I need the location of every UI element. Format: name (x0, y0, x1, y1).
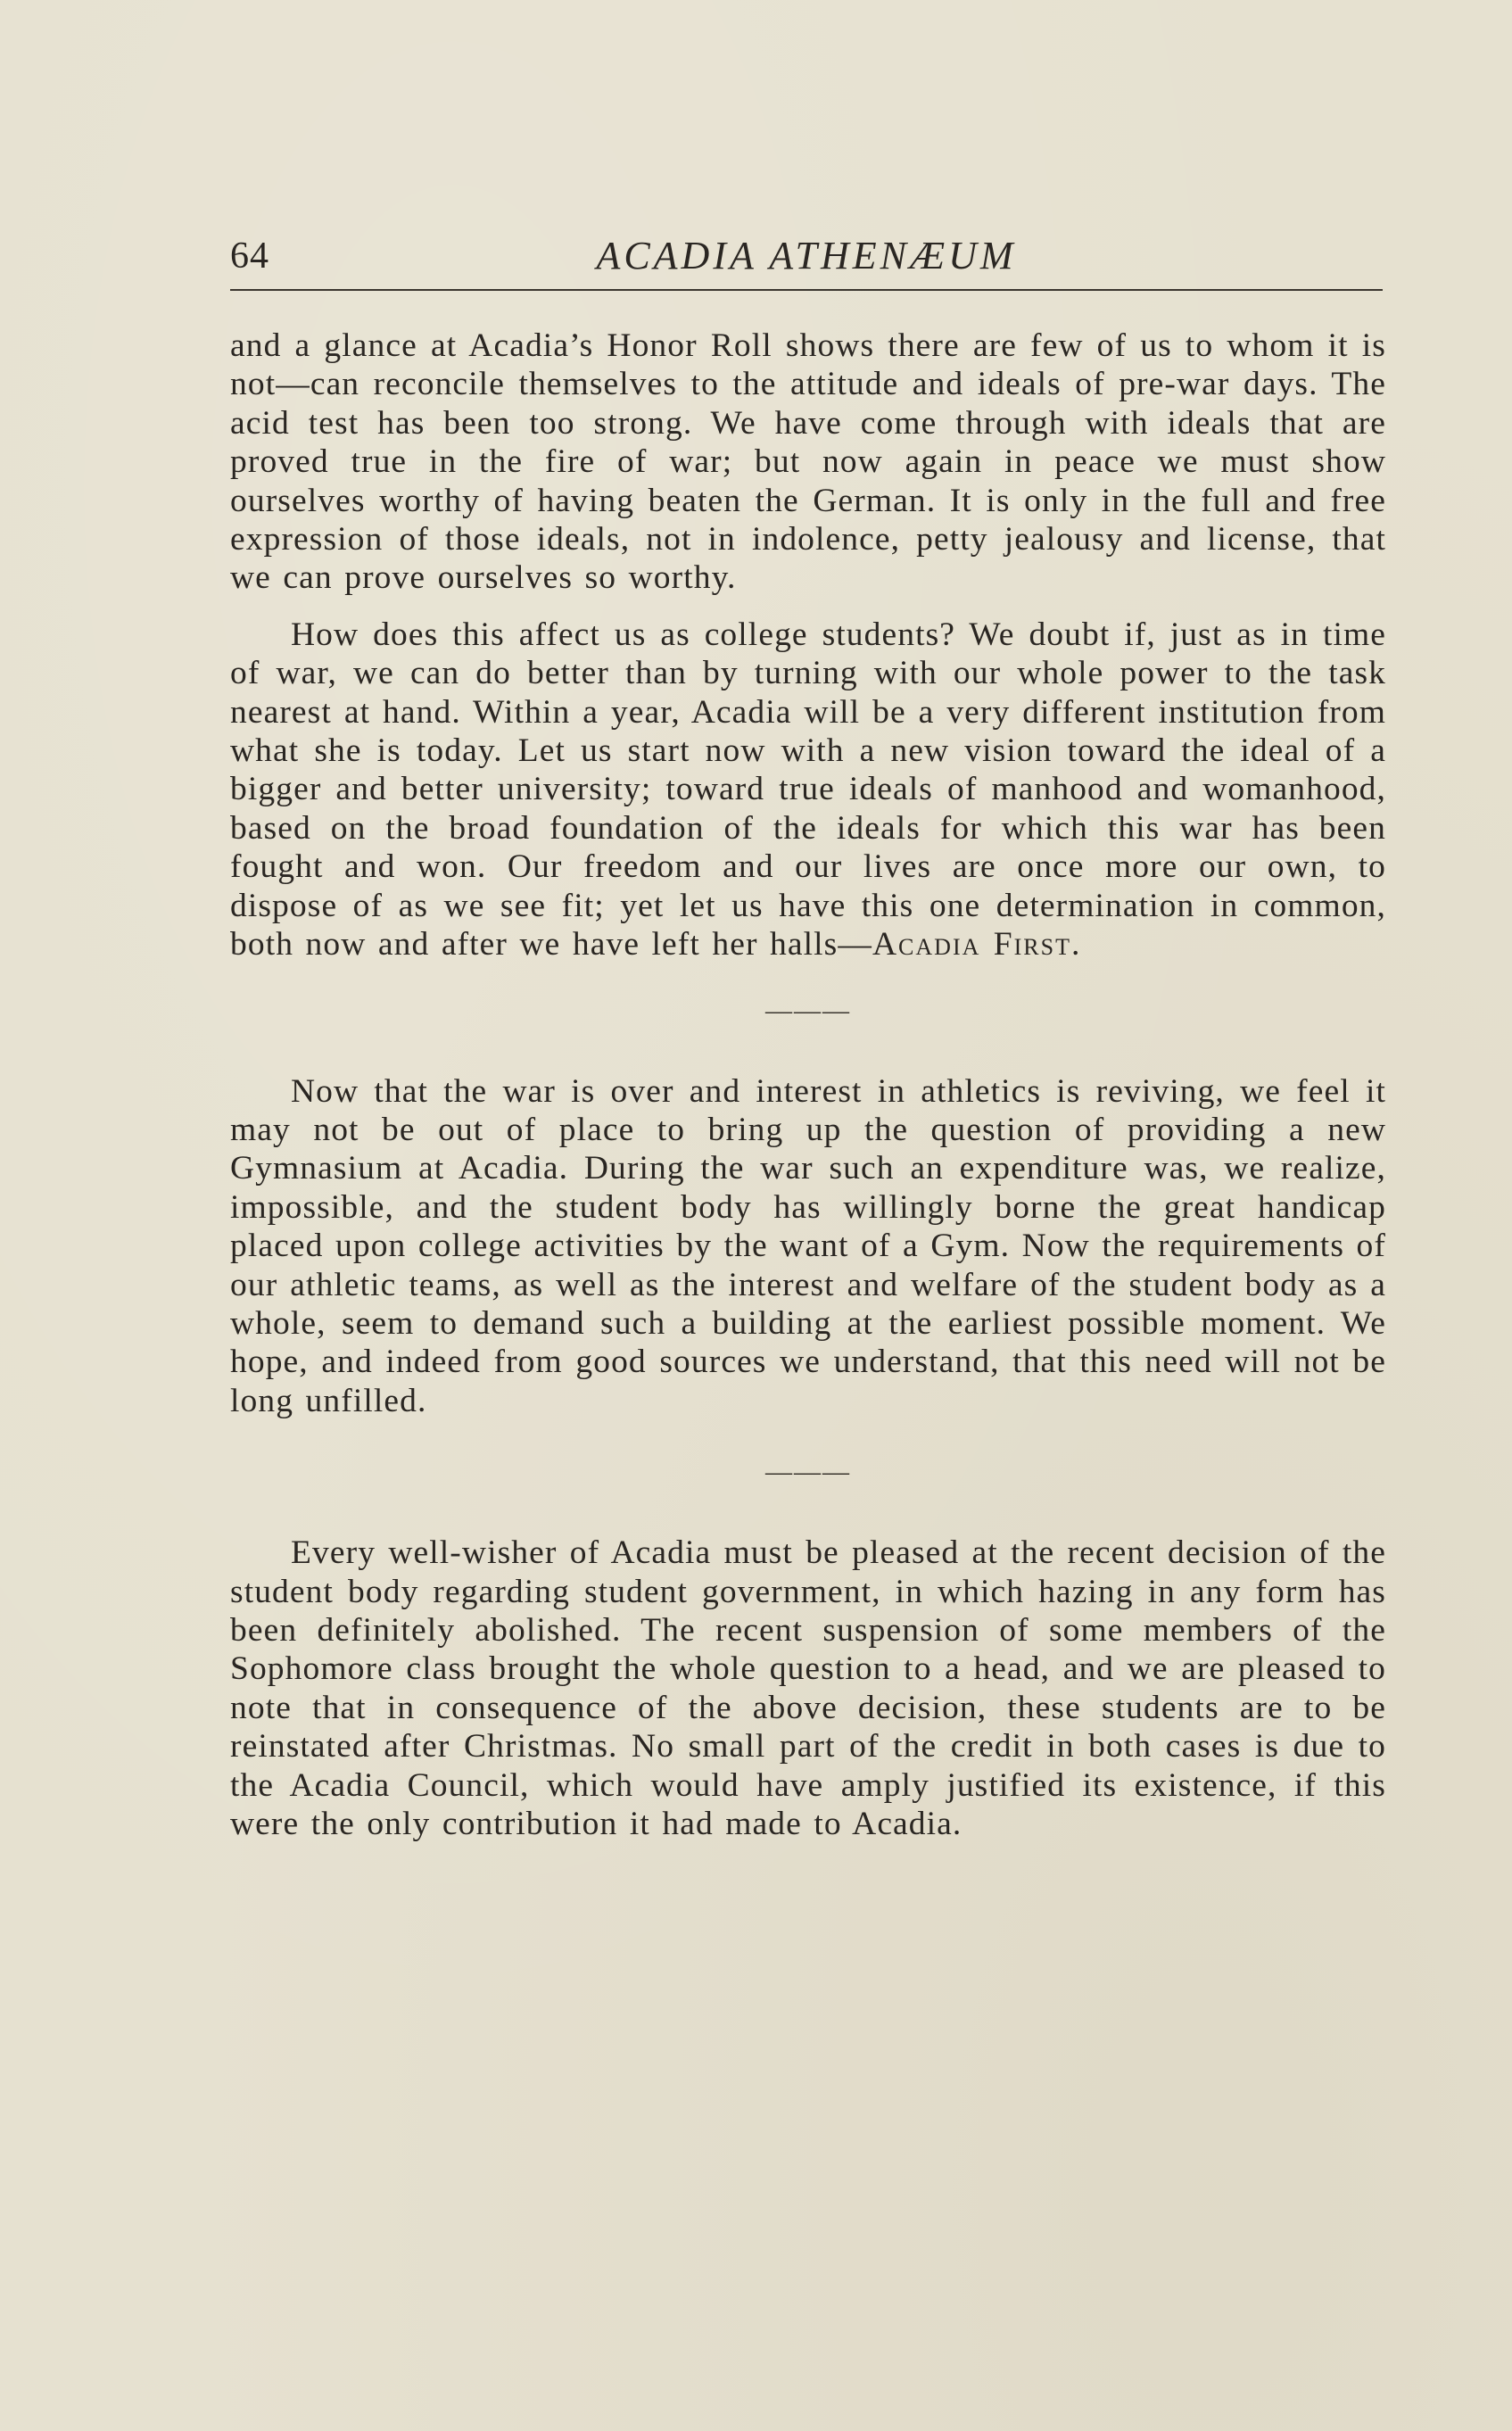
body-text (230, 327, 1386, 1843)
paragraph-continued (230, 327, 1386, 598)
running-title: ACADIA ATHENÆUM (596, 234, 1017, 277)
page-header (230, 227, 1383, 292)
paragraph-text: Now that the war is over and interest in athletics is reviving, we feel it may not be out of place to bring up the question of providing a new Gymnasium at Acadia. During the war such an expenditure was, we realize, impossible, and the student body has willingly borne the great handicap placed upon college activities by the want of a Gym. Now the requirements of our athletic teams, as well as the interest and welfare of the student body as a whole, seem to demand such a building at the earliest possible moment. We hope, and indeed from good sources we understand, that this need will not be long unfilled. (230, 1072, 1386, 1419)
paragraph-text: and a glance at Acadia’s Honor Roll shows there are few of us to whom it is not—can reconcile themselves to the attitude and ideals of pre-war days. The acid test has been too strong. We have come through with ideals that are proved true in the fire of war; but now again in peace we must show ourselves worthy of having beaten the German. It is only in the full and free expression of those ideals, not in indolence, petty jealousy and license, that we can prove ourselves so worthy. (230, 327, 1386, 597)
section-separator: ——— (765, 1457, 851, 1487)
section-separator: ——— (765, 995, 851, 1025)
paragraph-student-government (230, 1534, 1386, 1843)
paragraph-college-students (230, 616, 1386, 964)
page-number: 64 (230, 236, 269, 277)
paragraph-text: Every well-wisher of Acadia must be pleased at the recent decision of the student body regarding student government, in which hazing in any form has been definitely abolished. The recent suspension of some members of the Sophomore class brought the whole question to a head, and we are pleased to note that in consequence of the above decision, these students are to be reinstated after Christmas. No small part of the credit in both cases is due to the Acadia Council, which would have amply justified its existence, if this were the only contribution it had made to Acadia. (230, 1534, 1386, 1842)
paragraph-text: How does this affect us as college students? We doubt if, just as in time of war, we can do better than by turning with our whole power to the task nearest at hand. Within a year, Acadia will be a very different institution from what she is today. Let us start now with a new vision toward the ideal of a bigger and better university; toward true ideals of manhood and womanhood, based on the broad foundation of the ideals for which this war has been fought and won. Our freedom and our lives are once more our own, to dispose of as we see fit; yet let us have this one determination in common, both now and after we have left her halls— (230, 616, 1386, 963)
acadia-first-motto: Acadia First. (872, 926, 1082, 963)
paragraph-gymnasium (230, 1072, 1386, 1421)
header-rule (230, 289, 1383, 291)
